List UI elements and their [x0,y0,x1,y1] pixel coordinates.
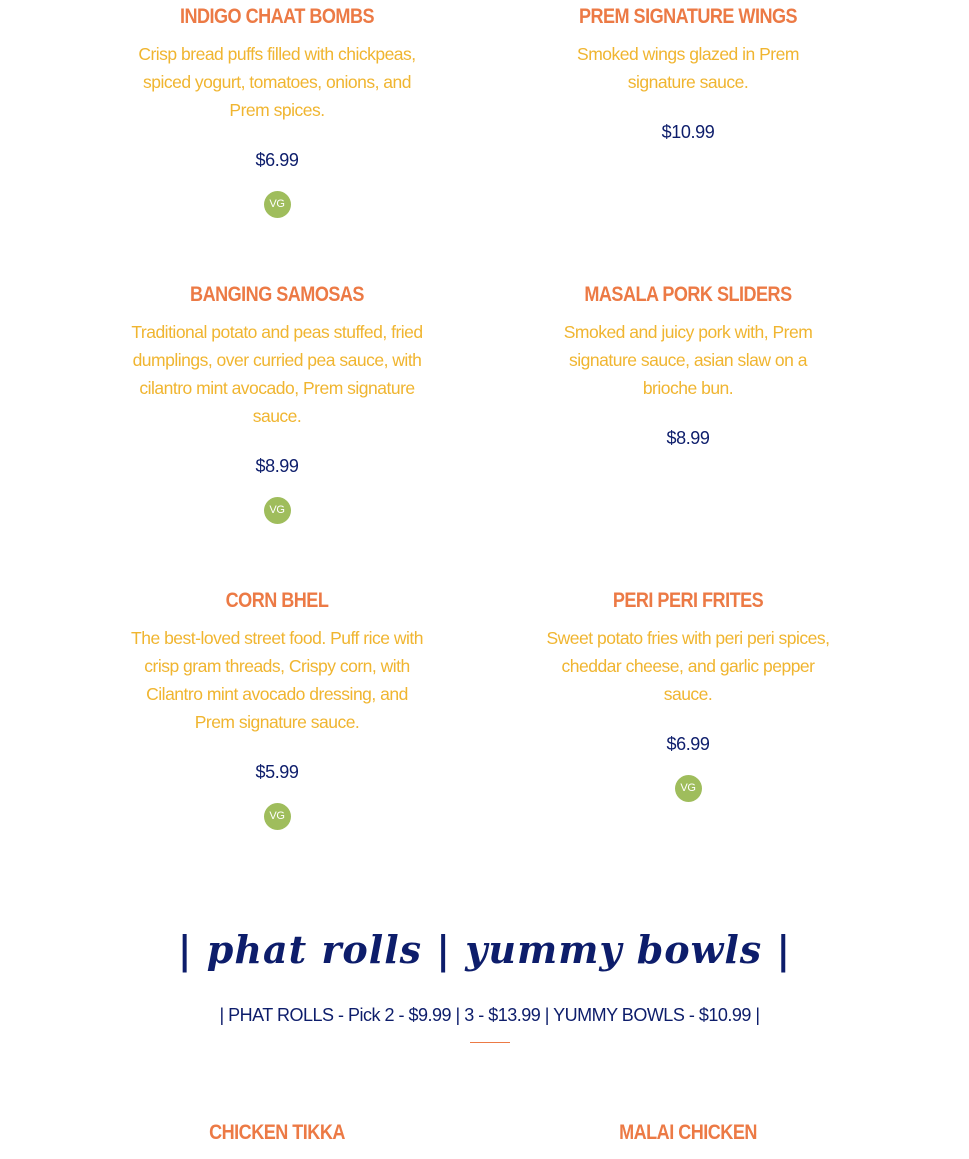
item-price: $8.99 [255,456,299,476]
vegan-badge-icon: VG [264,191,291,218]
item-description: Smoked wings glazed in Prem signature sauce. [577,44,799,92]
menu-item-chicken-tikka [127,1116,427,1150]
item-description: Sweet potato fries with peri peri spices, cheddar cheese, and garlic pepper sauce. [546,628,830,704]
menu-item-malai-chicken [538,1116,838,1150]
menu-item-peri-peri-frites [538,584,838,802]
item-price: $5.99 [255,762,299,782]
item-description: Smoked and juicy pork with, Prem signature sauce, asian slaw on a brioche bun. [563,322,813,398]
vegan-badge-icon: VG [264,497,291,524]
item-price: $6.99 [255,150,299,170]
item-price: $10.99 [661,122,715,142]
item-title: PERI PERI FRITES [612,589,764,612]
item-title: PREM SIGNATURE WINGS [578,5,798,28]
menu-item-indigo-chaat-bombs [127,0,427,218]
menu-item-prem-signature-wings [538,0,838,146]
item-description: Traditional potato and peas stuffed, fried dumplings, over curried pea sauce, with cilantro mint avocado, Prem signature sauce. [131,322,423,426]
vegan-badge-icon: VG [675,775,702,802]
menu-item-banging-samosas [127,278,427,524]
item-title: CHICKEN TIKKA [209,1121,345,1144]
item-price: $6.99 [666,734,710,754]
item-title: MASALA PORK SLIDERS [584,283,792,306]
item-title: MALAI CHICKEN [619,1121,757,1144]
item-title: INDIGO CHAAT BOMBS [179,5,375,28]
item-title: CORN BHEL [225,589,329,612]
item-title: BANGING SAMOSAS [190,283,364,306]
section-divider [470,1042,510,1043]
section-subtitle: | PHAT ROLLS - Pick 2 - $9.99 | 3 - $13.99 | YUMMY BOWLS - $10.99 | [219,1005,760,1025]
menu-item-masala-pork-sliders [538,278,838,452]
section-title: | phat rolls | yummy bowls | [177,927,792,972]
item-price: $8.99 [666,428,710,448]
menu-item-corn-bhel [127,584,427,830]
vegan-badge-icon: VG [264,803,291,830]
item-description: Crisp bread puffs filled with chickpeas, spiced yogurt, tomatoes, onions, and Prem spices. [138,44,416,120]
item-description: The best-loved street food. Puff rice with crisp gram threads, Crispy corn, with Cilantro mint avocado dressing, and Prem signature sauce. [131,628,423,732]
